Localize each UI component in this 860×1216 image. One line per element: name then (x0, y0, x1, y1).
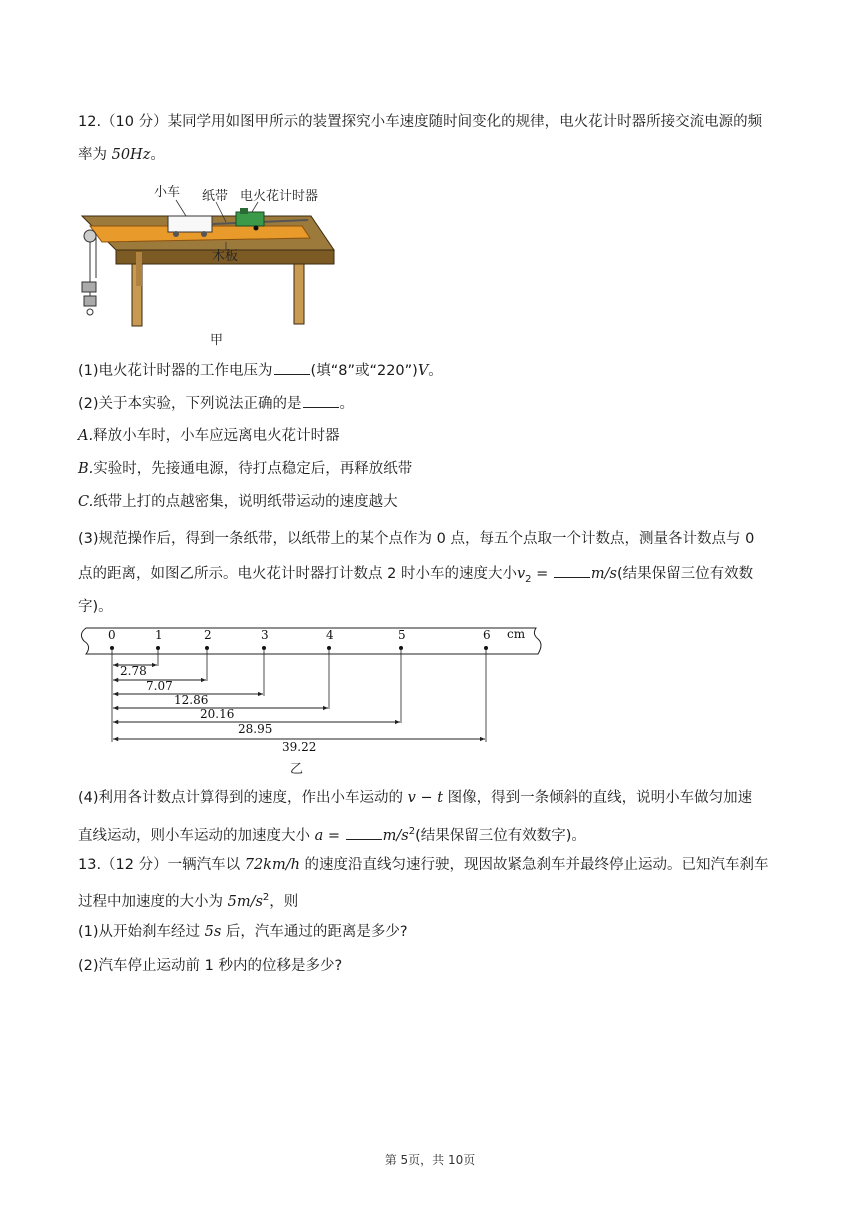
q12-stem-line1: 12.（10 分）某同学用如图甲所示的装置探究小车速度随时间变化的规律，电火花计时器所接交流电源的频 (78, 114, 763, 130)
q12-stem-line2: 率为 50Hz。 (78, 147, 165, 163)
distance-6: 39.22 (282, 740, 317, 754)
label-board: 木板 (212, 249, 239, 264)
point-1: 1 (155, 628, 163, 642)
option-b: B.实验时，先接通电源，待打点稳定后，再释放纸带 (78, 461, 413, 477)
point-4: 4 (326, 628, 334, 642)
q12-part3-line1: (3)规范操作后，得到一条纸带，以纸带上的某个点作为 0 点，每五个点取一个计数点，测量各计数点与 0 (78, 531, 755, 547)
point-3: 3 (261, 628, 269, 642)
distance-1: 2.78 (120, 664, 147, 678)
q12-part2: (2)关于本实验，下列说法正确的是 。 (78, 393, 354, 414)
option-c: C.纸带上打的点越密集，说明纸带运动的速度越大 (78, 494, 398, 510)
q12-part3-line3: 字)。 (78, 599, 113, 615)
q12-part4-line1: (4)利用各计数点计算得到的速度，作出小车运动的 v − t 图像，得到一条倾斜的直线，说明小车做匀加速 (78, 790, 753, 806)
q12-part4-line2: 直线运动，则小车运动的加速度大小 $a = m/s^2$(结果保留三位有效数字)。 (78, 826, 586, 844)
distance-2: 7.07 (146, 679, 173, 693)
point-5: 5 (398, 628, 406, 642)
caption-yi: 乙 (290, 762, 304, 777)
label-timer: 电火花计时器 (240, 189, 319, 204)
q13-part2: (2)汽车停止运动前 1 秒内的位移是多少? (78, 958, 343, 974)
label-tape: 纸带 (202, 189, 229, 204)
point-0: 0 (108, 628, 116, 642)
unit-cm: cm (507, 627, 526, 641)
point-2: 2 (204, 628, 212, 642)
q13-stem-line1: 13.（12 分）一辆汽车以 72km/h 的速度沿直线匀速行驶，现因故紧急刹车并最终停止运动。已知汽车刹车 (78, 857, 769, 873)
answer-blank-1 (274, 360, 310, 375)
distance-5: 28.95 (238, 722, 273, 736)
caption-jia: 甲 (210, 333, 224, 348)
distance-4: 20.16 (200, 707, 235, 721)
answer-blank-2 (303, 393, 339, 408)
q13-stem-line2: 过程中加速度的大小为 $5m/s^2$，则 (78, 892, 299, 910)
q12-part1: (1)电火花计时器的工作电压为 (填“8”或“220”)V。 (78, 360, 443, 381)
page-footer: 第 5页，共 10页 (384, 1153, 476, 1167)
figure-jia (76, 178, 346, 350)
answer-blank-4 (346, 825, 382, 840)
option-a: A.释放小车时，小车应远离电火花计时器 (78, 428, 340, 444)
answer-blank-3 (554, 563, 590, 578)
distance-3: 12.86 (174, 693, 209, 707)
label-car: 小车 (154, 185, 181, 200)
point-6: 6 (483, 628, 491, 642)
q12-part3-line2: 点的距离，如图乙所示。电火花计时器打计数点 2 时小车的速度大小$v_2 = m/s$(结果保留三位有效数 (78, 563, 753, 590)
figure-yi (76, 624, 546, 782)
q13-part1: (1)从开始刹车经过 5s 后，汽车通过的距离是多少? (78, 924, 408, 940)
